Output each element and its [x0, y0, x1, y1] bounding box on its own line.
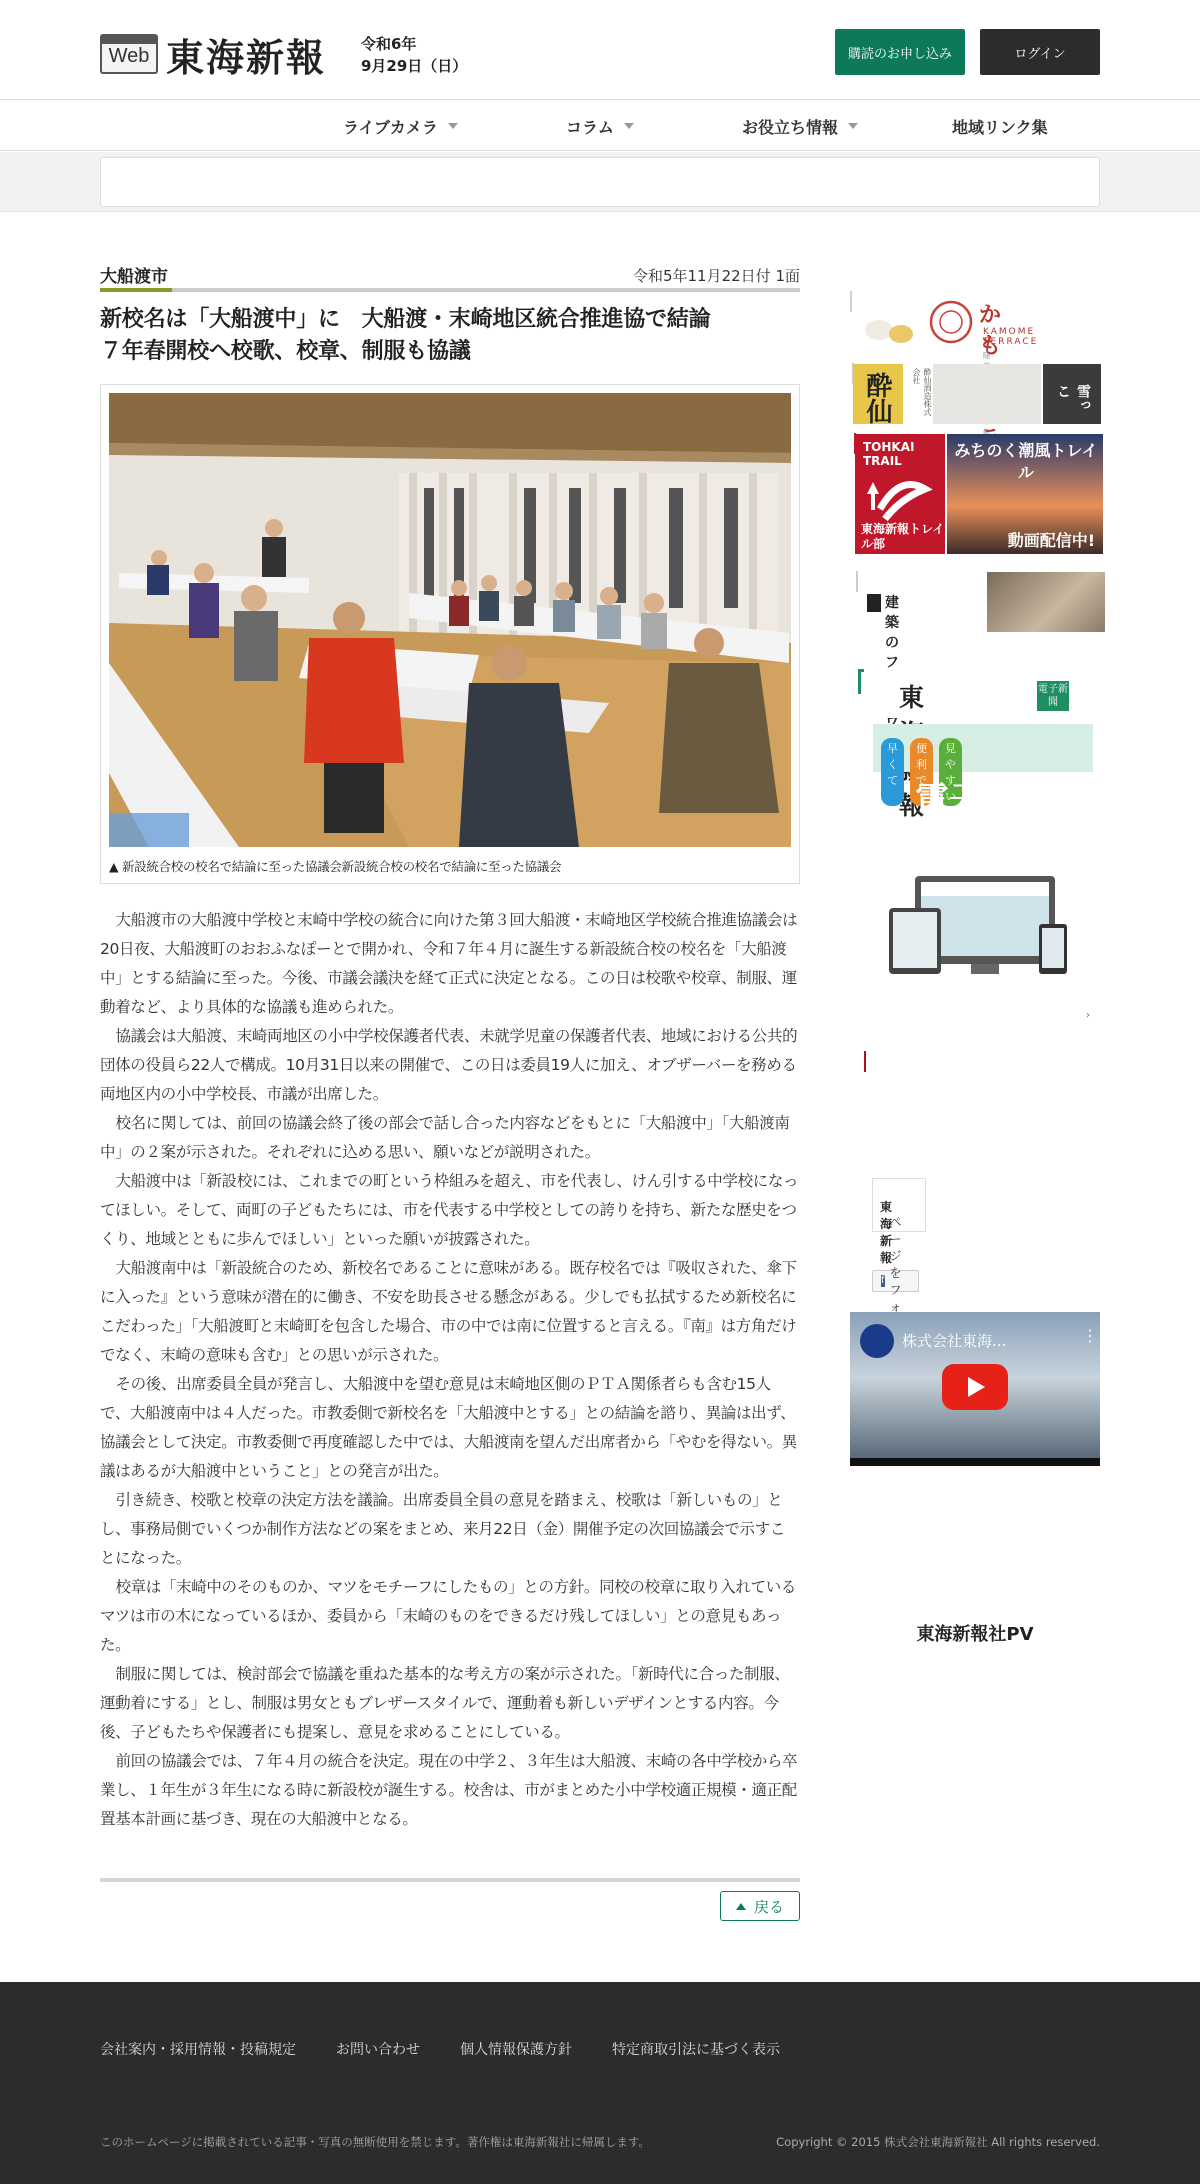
nav-item-label: お役立ち情報: [742, 117, 839, 137]
logo-web-badge: Web: [100, 34, 158, 74]
kamome-illustration: [851, 292, 852, 312]
logo-name: 東海新報: [166, 34, 327, 80]
ad-band: [0, 152, 1200, 212]
article-paragraph: 制服に関しては、検討部会で協議を重ねた基本的な考え方の案が示された。「新時代に合った制服、運動着にする」とし、制服は男女ともブレザースタイルで、運動着も新しいデザインとする内容。今後、子どもたちや保護者にも提案し、意見を求めることにしている。: [100, 1665, 790, 1741]
date-era: 令和6年: [361, 35, 417, 53]
play-icon: [968, 1377, 985, 1397]
photo-caption: ▲ 新設統合校の校名で結論に至った協議会新設統合校の校名で結論に至った協議会: [109, 859, 562, 874]
footer-note: このホームページに掲載されている記事・写真の無断使用を禁じます。著作権は東海新報社に帰属します。: [100, 2135, 650, 2149]
ad-e-newspaper[interactable]: [858, 669, 864, 694]
footer-copyright: Copyright © 2015 株式会社東海新報社 All rights reserved.: [776, 2135, 1100, 2149]
chevron-down-icon: [848, 123, 858, 129]
article-paragraph: 前回の協議会では、７年４月の統合を決定。現在の中学２、３年生は大船渡、末崎の各中学校から卒業し、１年生が３年生になる時に新設校が誕生する。校舎は、市がまとめた小中学校適正規模・適正配置基本計画に基づき、現在の大船渡中となる。: [100, 1752, 798, 1828]
footer-link-company[interactable]: 会社案内・採用情報・投稿規定: [100, 2042, 296, 2058]
main-nav: [0, 101, 1200, 151]
trail-s-logo: [855, 434, 856, 454]
article-paragraph: 大船渡南中は「新設統合のため、新校名であることに意味がある。既存校名では『吸収された、傘下に入った』という意味が潜在的に働き、不安を助長させる懸念がある。少しでも払拭するため新校名にこだわった」「大船渡町と末崎町を包含した場合、市の中では南に位置すると言える。『南』は方角だけでなく、末崎の意味も含む」との思いが示された。: [100, 1259, 797, 1364]
article-paragraph: 協議会は大船渡、末崎両地区の小中学校保護者代表、未就学児童の保護者代表、地域における公共的団体の役員ら22人で構成。10月31日以来の開催で、この日は委員19人に加え、オブザーバーを務める両地区内の小中学校長、市議が出席した。: [100, 1027, 798, 1103]
back-button[interactable]: [720, 1891, 800, 1921]
article-category: 大船渡市: [100, 267, 168, 287]
current-date: [361, 33, 467, 77]
article-meta: [100, 262, 800, 292]
footer-link-privacy[interactable]: 個人情報保護方針: [460, 2042, 572, 2058]
nav-item-label: コラム: [566, 117, 614, 137]
article-title-line1: 新校名は「大船渡中」に 大船渡・末崎地区統合推進協で結論: [100, 307, 711, 332]
triangle-up-icon: [736, 1903, 746, 1910]
site-footer: [0, 1982, 1200, 2184]
youtube-channel-name: 株式会社東海...: [902, 1332, 1007, 1350]
youtube-play-button[interactable]: [942, 1364, 1008, 1410]
site-header: [0, 0, 1200, 100]
nav-item-label: 地域リンク集: [952, 117, 1048, 137]
footer-link-contact[interactable]: お問い合わせ: [336, 2042, 420, 2058]
ad-tohkai-trail[interactable]: [854, 433, 856, 454]
article-divider: [100, 1878, 800, 1882]
chevron-down-icon: [624, 123, 634, 129]
ad-fujisawa[interactable]: [856, 571, 858, 592]
back-button-label: 戻る: [753, 1897, 784, 1916]
subscribe-button[interactable]: 購読のお申し込み: [835, 29, 965, 75]
article-paragraph: 大船渡市の大船渡中学校と末崎中学校の統合に向けた第３回大船渡・末崎地区学校統合推進協議会は20日夜、大船渡町のおおふなぽーとで開かれ、令和７年４月に誕生する新設統合校の校名を「大船渡中」とする結論に至った。今後、市議会議決を経て正式に決定となる。この日は校歌や校章、制服、運動着など、より具体的な協議も進められた。: [100, 911, 798, 1016]
ad-suisen[interactable]: [852, 363, 854, 384]
pv-section-title: 東海新報社PV: [916, 1624, 1034, 1645]
nav-item-useful-info[interactable]: [742, 101, 858, 151]
article-date: 令和5年11月22日付 1面: [632, 267, 800, 285]
article-paragraph: その後、出席委員全員が発言し、大船渡中を望む意見は末崎地区側のＰＴＡ関係者らも含む15人で、大船渡南中は４人だった。市教委側で新校名を「大船渡中とする」との結論を諮り、異論は出ず、協議会として決定。市教委側で再度確認した中では、大船渡南を望んだ出席者から「やむを得ない。異議はあるが大船渡中ということ」との発言が出た。: [100, 1375, 797, 1480]
nav-item-live-camera[interactable]: [343, 101, 458, 151]
article-paragraph: 引き続き、校歌と校章の決定方法を議論。出席委員全員の意見を踏まえ、校歌は「新しいもの」とし、事務局側でいくつか制作方法などの案をまとめ、来月22日（金）開催予定の次回協議会で示すことになった。: [100, 1491, 786, 1567]
footer-links: [100, 2039, 780, 2059]
youtube-embed[interactable]: [850, 1312, 1100, 1466]
article: [100, 262, 800, 1916]
article-photo-frame: [100, 384, 800, 884]
nav-item-label: ライブカメラ: [343, 117, 438, 137]
article-title-line2: ７年春開校へ校歌、校章、制服も協議: [100, 339, 471, 364]
article-photo: [109, 393, 791, 847]
footer-link-tokushoho[interactable]: 特定商取引法に基づく表示: [612, 2042, 780, 2058]
banner-ad-slot[interactable]: [100, 157, 1100, 207]
article-paragraph: 大船渡中は「新設校には、これまでの町という枠組みを超え、市を代表し、けん引する中学校になってほしい。そして、両町の子どもたちには、市を代表する中学校としての誇りを持ち、新たな歴史をつくり、地域とともに歩んでほしい」といった願いが披露された。: [100, 1172, 799, 1248]
ad-kamome-terrace[interactable]: [850, 291, 852, 312]
chevron-down-icon: [448, 123, 458, 129]
article-paragraph: 校名に関しては、前回の協議会終了後の部会で話し合った内容などをもとに「大船渡中」「大船渡南中」の２案が示された。それぞれに込める思い、願いなどが説明された。: [100, 1114, 790, 1161]
more-vert-icon[interactable]: ⋮: [1082, 1326, 1098, 1345]
site-logo[interactable]: [100, 32, 327, 80]
meeting-photo-illustration: [109, 393, 791, 847]
article-title: [100, 304, 800, 368]
login-button[interactable]: ログイン: [980, 29, 1100, 75]
date-day: 9月29日（日）: [361, 57, 468, 75]
nav-item-column[interactable]: [566, 101, 634, 151]
channel-avatar: [860, 1324, 894, 1358]
article-paragraph: 校章は「末崎中のそのものか、マツをモチーフにしたもの」との方針。同校の校章に取り入れているマツは市の木になっているほか、委員から「末崎のものをできるだけ残してほしい」との意見もあった。: [100, 1578, 797, 1654]
nav-item-local-links[interactable]: [952, 101, 1048, 151]
article-body: [100, 906, 800, 1834]
ad-free-trial[interactable]: [864, 1051, 866, 1072]
